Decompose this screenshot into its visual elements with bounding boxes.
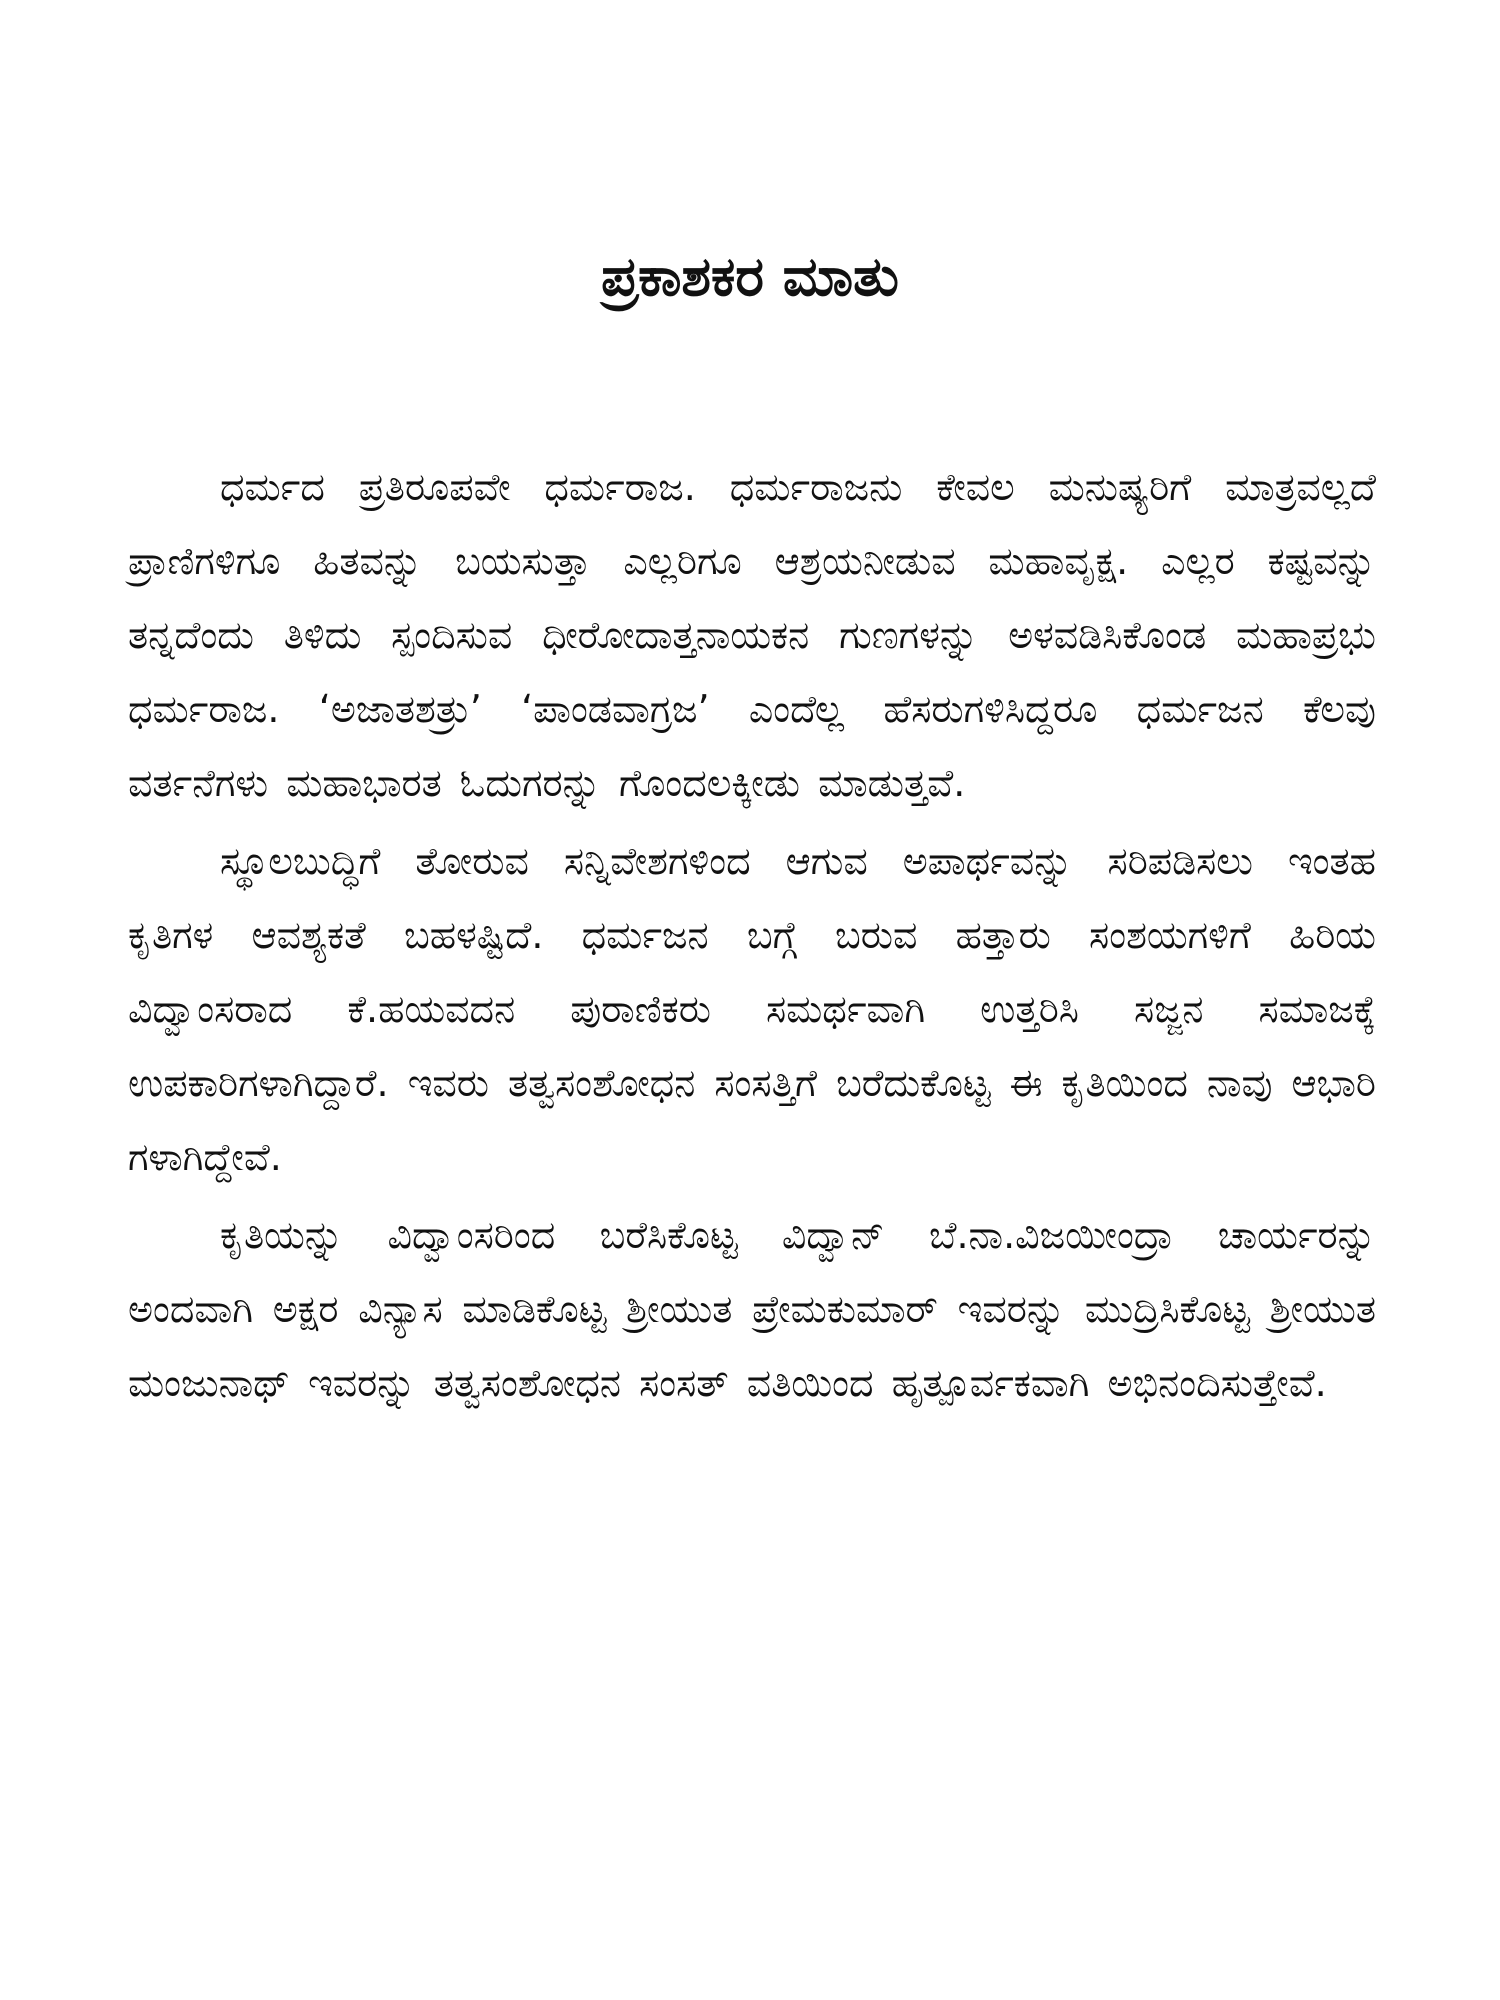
paragraph-1: ಧರ್ಮದ ಪ್ರತಿರೂಪವೇ ಧರ್ಮರಾಜ. ಧರ್ಮರಾಜನು ಕೇವಲ ಮನುಷ್ಯರಿಗೆ ಮಾತ್ರವಲ್ಲದೆ ಪ್ರಾಣಿಗಳಿಗೂ ಹಿತವನ್ನು ಬಯಸುತ್ತಾ ಎಲ್ಲರಿಗೂ ಆಶ್ರಯನೀಡುವ ಮಹಾವೃಕ್ಷ. ಎಲ್ಲರ ಕಷ್ಟವನ್ನು ತನ್ನದೆಂದು ತಿಳಿದು ಸ್ಪಂದಿಸುವ ಧೀರೋದಾತ್ತನಾಯಕನ ಗುಣಗಳನ್ನು ಅಳವಡಿಸಿಕೊಂಡ ಮಹಾಪ್ರಭು ಧರ್ಮರಾಜ. ‘ಅಜಾತಶತ್ರು’ ‘ಪಾಂಡವಾಗ್ರಜ’ ಎಂದೆಲ್ಲ ಹೆಸರುಗಳಿಸಿದ್ದರೂ ಧರ್ಮಜನ ಕೆಲವು ವರ್ತನೆಗಳು ಮಹಾಭಾರತ ಓದುಗರನ್ನು ಗೊಂದಲಕ್ಕೀಡು ಮಾಡುತ್ತವೆ.: [128, 465, 1376, 805]
paragraph-2: ಸ್ಥೂಲಬುದ್ಧಿಗೆ ತೋರುವ ಸನ್ನಿವೇಶಗಳಿಂದ ಆಗುವ ಅಪಾರ್ಥವನ್ನು ಸರಿಪಡಿಸಲು ಇಂತಹ ಕೃತಿಗಳ ಆವಶ್ಯಕತೆ ಬಹಳಷ್ಟಿದೆ. ಧರ್ಮಜನ ಬಗ್ಗೆ ಬರುವ ಹತ್ತಾರು ಸಂಶಯಗಳಿಗೆ ಹಿರಿಯ ವಿದ್ವಾಂಸರಾದ ಕೆ.ಹಯವದನ ಪುರಾಣಿಕರು ಸಮರ್ಥವಾಗಿ ಉತ್ತರಿಸಿ ಸಜ್ಜನ ಸಮಾಜಕ್ಕೆ ಉಪಕಾರಿಗಳಾಗಿದ್ದಾರೆ. ಇವರು ತತ್ವಸಂಶೋಧನ ಸಂಸತ್ತಿಗೆ ಬರೆದುಕೊಟ್ಟ ಈ ಕೃತಿಯಿಂದ ನಾವು ಆಭಾರಿ ಗಳಾಗಿದ್ದೇವೆ.: [128, 839, 1376, 1179]
document-body: [128, 450, 1376, 1424]
page-title: ಪ್ರಕಾಶಕರ ಮಾತು: [601, 245, 899, 308]
paragraph-3: ಕೃತಿಯನ್ನು ವಿದ್ವಾಂಸರಿಂದ ಬರೆಸಿಕೊಟ್ಟ ವಿದ್ವಾನ್ ಬೆ.ನಾ.ವಿಜಯೀಂದ್ರಾ ಚಾರ್ಯರನ್ನು ಅಂದವಾಗಿ ಅಕ್ಷರ ವಿನ್ಯಾಸ ಮಾಡಿಕೊಟ್ಟ ಶ್ರೀಯುತ ಪ್ರೇಮಕುಮಾರ್ ಇವರನ್ನು ಮುದ್ರಿಸಿಕೊಟ್ಟ ಶ್ರೀಯುತ ಮಂಜುನಾಥ್ ಇವರನ್ನು ತತ್ವಸಂಶೋಧನ ಸಂಸತ್ ವತಿಯಿಂದ ಹೃತ್ಪೂರ್ವಕವಾಗಿ ಅಭಿನಂದಿಸುತ್ತೇವೆ.: [128, 1213, 1376, 1405]
